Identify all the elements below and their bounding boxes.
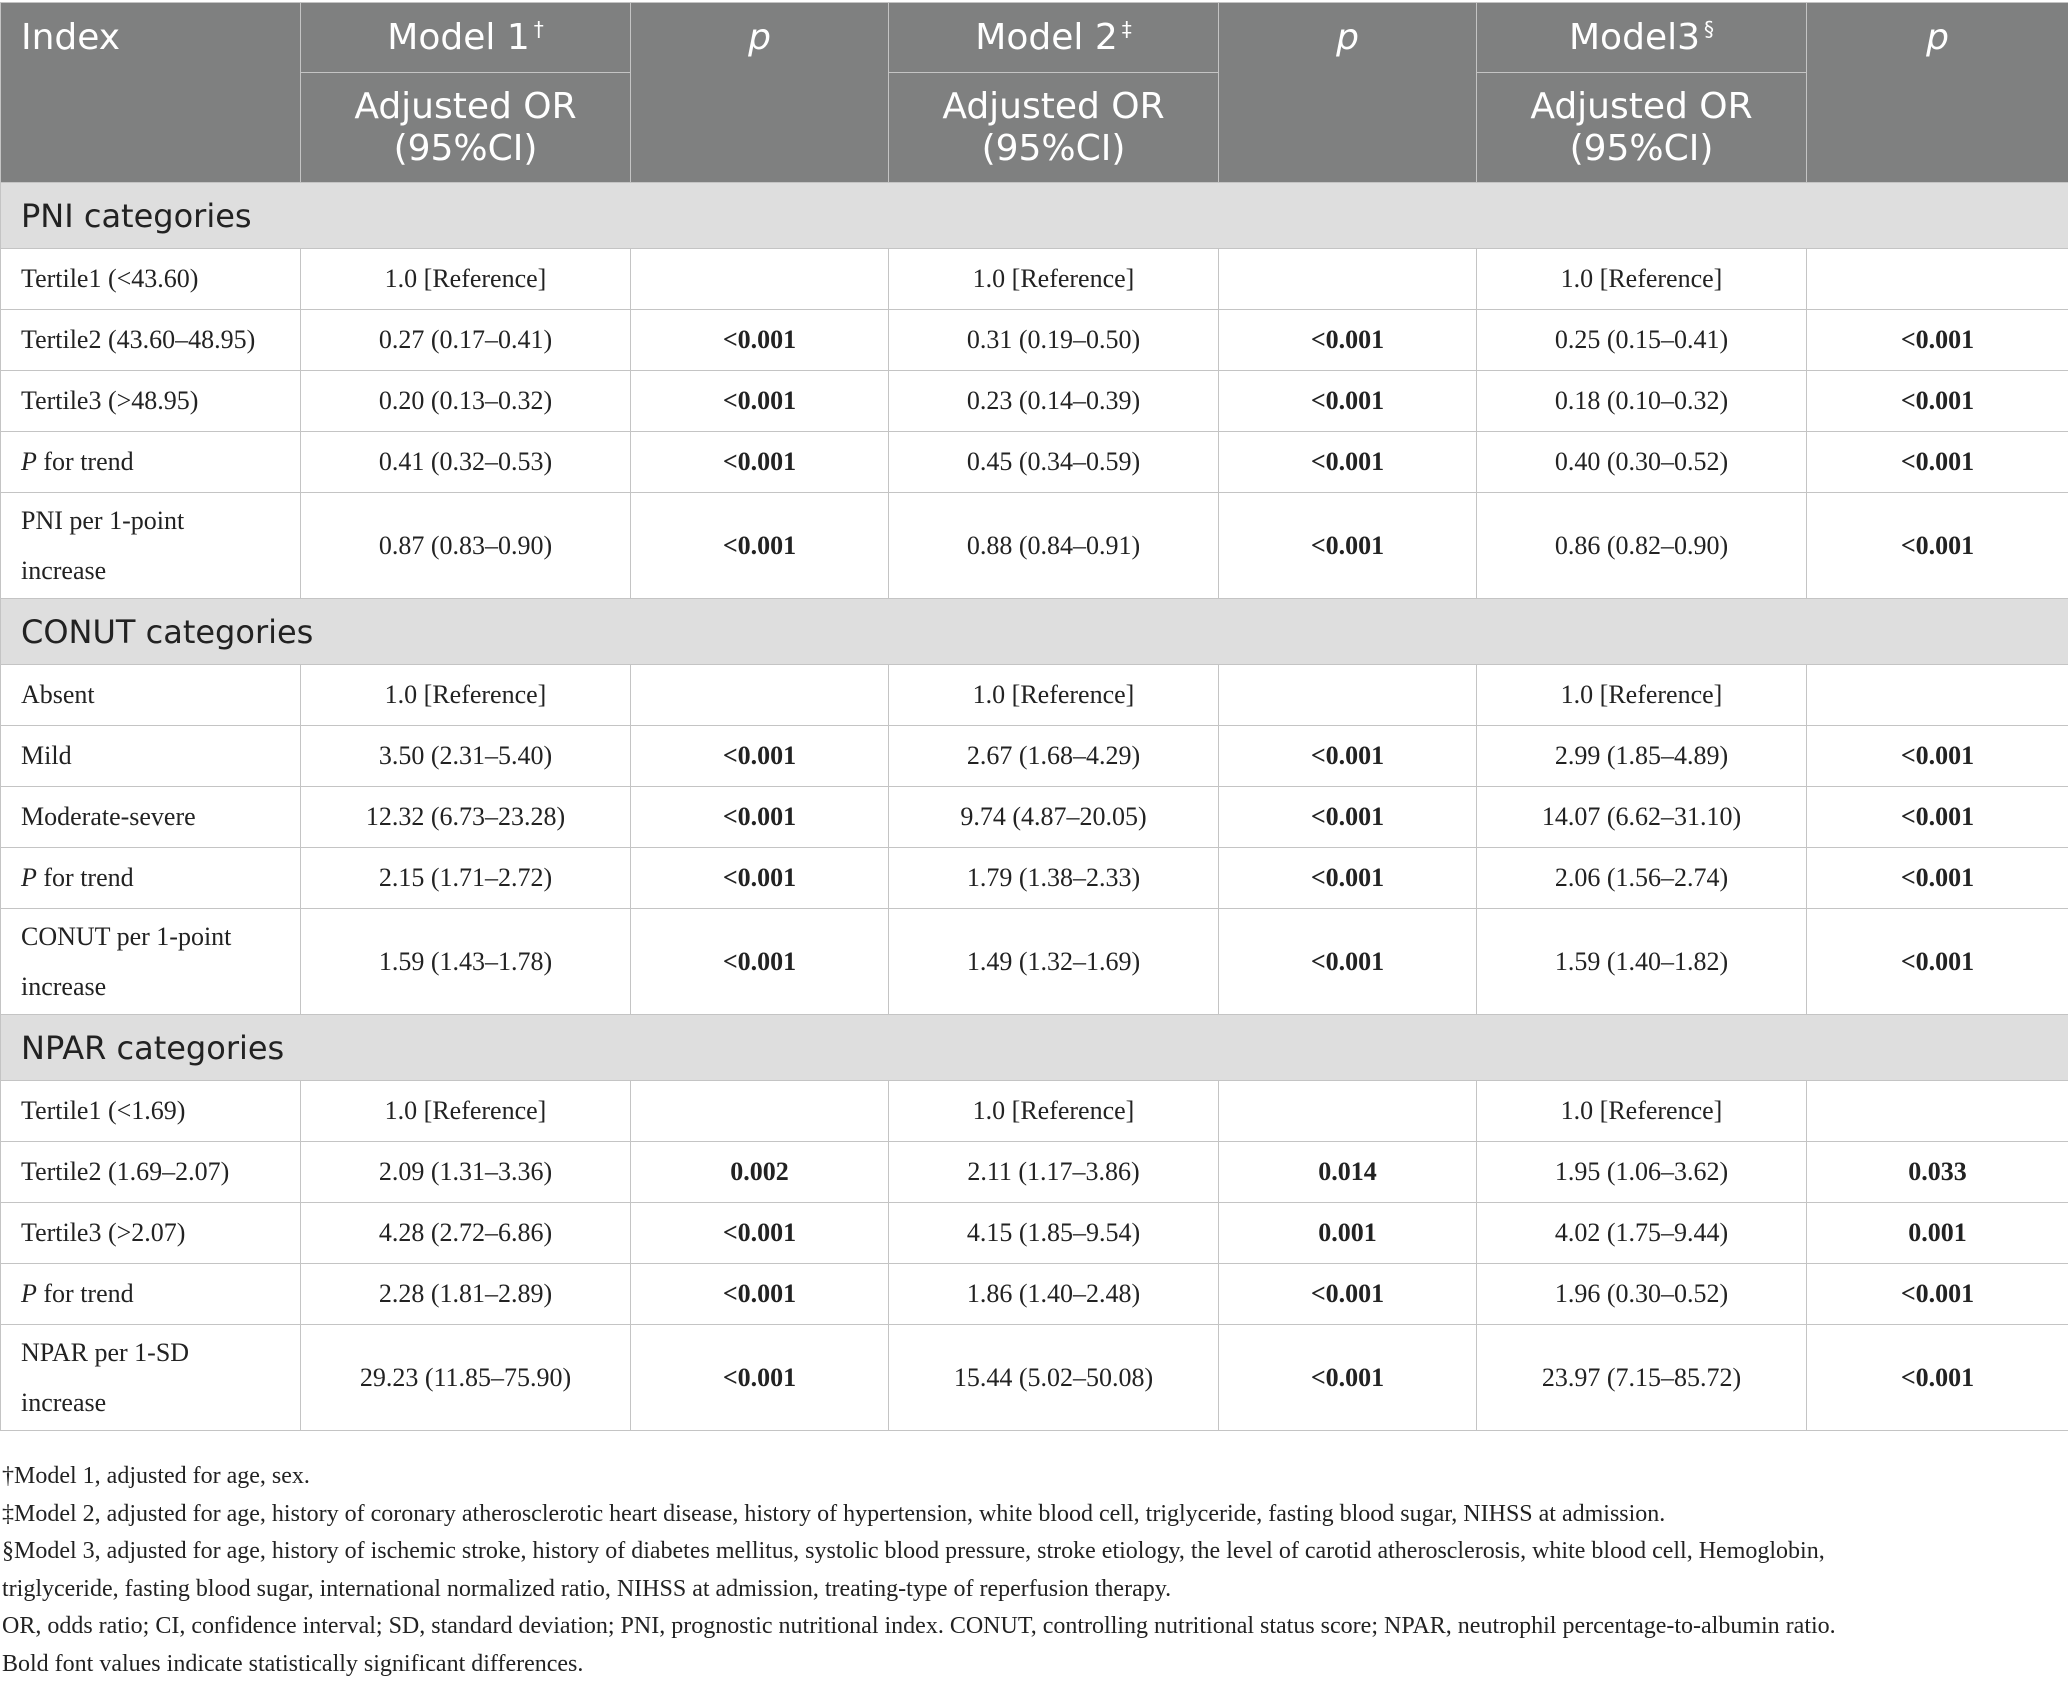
- or-model3-cell: 1.59 (1.40–1.82): [1477, 909, 1807, 1015]
- row-label: [1, 1325, 301, 1431]
- or-model3-cell: 1.96 (0.30–0.52): [1477, 1264, 1807, 1325]
- or-model1-cell: 0.27 (0.17–0.41): [301, 310, 631, 371]
- p-model2-cell: <0.001: [1219, 1325, 1477, 1431]
- or-model2-cell: 1.79 (1.38–2.33): [889, 848, 1219, 909]
- row-label-text: PNI per 1-point: [21, 505, 185, 535]
- table-row: [1, 432, 2068, 493]
- header-model1: [301, 3, 631, 73]
- p-model3-cell: <0.001: [1807, 310, 2068, 371]
- or-model2-cell: 1.86 (1.40–2.48): [889, 1264, 1219, 1325]
- header-model2-mark: ‡: [1121, 17, 1132, 41]
- footnote-line: Bold font values indicate statistically significant differences.: [2, 1650, 584, 1677]
- p-model3-cell: <0.001: [1807, 1264, 2068, 1325]
- header-model2: [889, 3, 1219, 73]
- header-model2-label: Model 2: [975, 17, 1118, 58]
- p-model1-cell: <0.001: [631, 1264, 889, 1325]
- row-label: [1, 787, 301, 848]
- table-row: [1, 1325, 2068, 1431]
- p-model3-cell: <0.001: [1807, 909, 2068, 1015]
- p-model1-cell: <0.001: [631, 848, 889, 909]
- table-row: [1, 787, 2068, 848]
- or-model3-cell: 14.07 (6.62–31.10): [1477, 787, 1807, 848]
- p-model2-cell: 0.001: [1219, 1203, 1477, 1264]
- p-model1-cell: <0.001: [631, 909, 889, 1015]
- row-label-text: Tertile2 (1.69–2.07): [21, 1157, 230, 1186]
- row-label: [1, 432, 301, 493]
- or-model3-cell: 0.25 (0.15–0.41): [1477, 310, 1807, 371]
- row-label-italic: P: [21, 863, 37, 892]
- adjusted-or-label: Adjusted OR: [354, 85, 577, 127]
- p-model3-cell: <0.001: [1807, 432, 2068, 493]
- header-model3-mark: §: [1704, 17, 1714, 41]
- or-model1-cell: 1.0 [Reference]: [301, 665, 631, 726]
- header-index: Index: [1, 3, 301, 183]
- section-title: CONUT categories: [1, 599, 2068, 665]
- table-row: [1, 371, 2068, 432]
- table-body: [1, 183, 2068, 1431]
- footnote-line: triglyceride, fasting blood sugar, international normalized ratio, NIHSS at admission, treating-type of reperfusion therapy.: [2, 1575, 1172, 1602]
- row-label-text: Tertile1 (<1.69): [21, 1096, 186, 1125]
- table-row: [1, 493, 2068, 599]
- or-model2-cell: 0.88 (0.84–0.91): [889, 493, 1219, 599]
- section-row: [1, 1015, 2068, 1081]
- adjusted-or-label: Adjusted OR: [942, 85, 1165, 127]
- or-model2-cell: 1.0 [Reference]: [889, 249, 1219, 310]
- p-model2-cell: [1219, 1081, 1477, 1142]
- row-label: [1, 310, 301, 371]
- or-model2-cell: 9.74 (4.87–20.05): [889, 787, 1219, 848]
- or-model2-cell: 2.67 (1.68–4.29): [889, 726, 1219, 787]
- row-label-text: NPAR per 1-SD: [21, 1337, 190, 1367]
- row-label-italic: P: [21, 447, 37, 476]
- or-model1-cell: 1.59 (1.43–1.78): [301, 909, 631, 1015]
- section-row: [1, 599, 2068, 665]
- or-model1-cell: 4.28 (2.72–6.86): [301, 1203, 631, 1264]
- row-label-text: CONUT per 1-point: [21, 921, 232, 951]
- footnote-line: OR, odds ratio; CI, confidence interval; SD, standard deviation; PNI, prognostic nutritional index. CONUT, controlling nutritional status score; NPAR, neutrophil percentage-to-albumin ratio.: [2, 1613, 1836, 1639]
- adjusted-or-label: Adjusted OR: [1530, 85, 1753, 127]
- p-model3-cell: <0.001: [1807, 787, 2068, 848]
- row-label-text-2: increase: [21, 555, 107, 585]
- p-model3-cell: <0.001: [1807, 848, 2068, 909]
- or-model1-cell: 29.23 (11.85–75.90): [301, 1325, 631, 1431]
- p-model2-cell: <0.001: [1219, 909, 1477, 1015]
- header-model1-label: Model 1: [387, 17, 530, 58]
- ci-label: (95%CI): [393, 127, 538, 169]
- table-row: [1, 726, 2068, 787]
- p-model3-cell: [1807, 1081, 2068, 1142]
- or-model1-cell: 1.0 [Reference]: [301, 1081, 631, 1142]
- header-p3: p: [1807, 3, 2068, 183]
- p-model2-cell: <0.001: [1219, 432, 1477, 493]
- footnote-line: §Model 3, adjusted for age, history of ischemic stroke, history of diabetes mellitus, systolic blood pressure, stroke etiology, the level of carotid atherosclerosis, white blood cell, Hemoglobin,: [2, 1538, 1825, 1564]
- row-label-text: Absent: [21, 680, 95, 709]
- row-label-text: Tertile2 (43.60–48.95): [21, 325, 256, 354]
- row-label-text-2: increase: [21, 1387, 107, 1417]
- p-model2-cell: <0.001: [1219, 493, 1477, 599]
- table-row: [1, 310, 2068, 371]
- or-model2-cell: 4.15 (1.85–9.54): [889, 1203, 1219, 1264]
- row-label-text: Moderate-severe: [21, 802, 196, 831]
- table-row: [1, 665, 2068, 726]
- or-model1-cell: 1.0 [Reference]: [301, 249, 631, 310]
- header-model3: [1477, 3, 1807, 73]
- p-model1-cell: <0.001: [631, 1325, 889, 1431]
- p-model1-cell: [631, 1081, 889, 1142]
- table-row: [1, 1203, 2068, 1264]
- or-model1-cell: 2.15 (1.71–2.72): [301, 848, 631, 909]
- or-model2-cell: 0.23 (0.14–0.39): [889, 371, 1219, 432]
- ci-label: (95%CI): [1569, 127, 1714, 169]
- or-model3-cell: 1.0 [Reference]: [1477, 1081, 1807, 1142]
- table-row: [1, 1081, 2068, 1142]
- p-model2-cell: <0.001: [1219, 787, 1477, 848]
- or-model1-cell: 3.50 (2.31–5.40): [301, 726, 631, 787]
- p-model1-cell: [631, 665, 889, 726]
- footnote-line: ‡Model 2, adjusted for age, history of coronary atherosclerotic heart disease, history of hypertension, white blood cell, triglyceride, fasting blood sugar, NIHSS at admission.: [2, 1500, 1666, 1527]
- p-model3-cell: <0.001: [1807, 371, 2068, 432]
- row-label-text: for trend: [36, 1279, 134, 1308]
- p-model1-cell: <0.001: [631, 1203, 889, 1264]
- header-p1: p: [631, 3, 889, 183]
- or-model2-cell: 15.44 (5.02–50.08): [889, 1325, 1219, 1431]
- section-title: PNI categories: [1, 183, 2068, 249]
- section-row: [1, 183, 2068, 249]
- or-model2-cell: 1.49 (1.32–1.69): [889, 909, 1219, 1015]
- row-label: [1, 1142, 301, 1203]
- p-model1-cell: <0.001: [631, 432, 889, 493]
- p-model2-cell: [1219, 249, 1477, 310]
- p-model2-cell: <0.001: [1219, 371, 1477, 432]
- p-model2-cell: <0.001: [1219, 310, 1477, 371]
- or-model3-cell: 0.18 (0.10–0.32): [1477, 371, 1807, 432]
- row-label-text: for trend: [36, 447, 134, 476]
- p-model1-cell: <0.001: [631, 726, 889, 787]
- row-label-text: Tertile3 (>2.07): [21, 1218, 186, 1247]
- p-model3-cell: [1807, 665, 2068, 726]
- or-model2-cell: 2.11 (1.17–3.86): [889, 1142, 1219, 1203]
- or-model3-cell: 0.86 (0.82–0.90): [1477, 493, 1807, 599]
- header-model1-sub: [301, 73, 631, 183]
- or-model1-cell: 0.20 (0.13–0.32): [301, 371, 631, 432]
- row-label: [1, 909, 301, 1015]
- regression-table: [0, 2, 2068, 1431]
- row-label-text: Mild: [21, 741, 72, 770]
- row-label: [1, 371, 301, 432]
- or-model2-cell: 1.0 [Reference]: [889, 1081, 1219, 1142]
- or-model1-cell: 2.28 (1.81–2.89): [301, 1264, 631, 1325]
- ci-label: (95%CI): [981, 127, 1126, 169]
- table-row: [1, 1264, 2068, 1325]
- row-label-text: Tertile1 (<43.60): [21, 264, 199, 293]
- p-model1-cell: 0.002: [631, 1142, 889, 1203]
- row-label: [1, 493, 301, 599]
- p-model2-cell: [1219, 665, 1477, 726]
- row-label: [1, 249, 301, 310]
- or-model3-cell: 1.95 (1.06–3.62): [1477, 1142, 1807, 1203]
- or-model1-cell: 12.32 (6.73–23.28): [301, 787, 631, 848]
- row-label-italic: P: [21, 1279, 37, 1308]
- p-model2-cell: <0.001: [1219, 726, 1477, 787]
- p-model3-cell: [1807, 249, 2068, 310]
- header-model1-mark: †: [533, 17, 544, 41]
- p-model3-cell: <0.001: [1807, 493, 2068, 599]
- or-model3-cell: 2.99 (1.85–4.89): [1477, 726, 1807, 787]
- row-label-text: for trend: [36, 863, 134, 892]
- p-model1-cell: [631, 249, 889, 310]
- p-model1-cell: <0.001: [631, 493, 889, 599]
- p-model2-cell: <0.001: [1219, 1264, 1477, 1325]
- table-row: [1, 848, 2068, 909]
- or-model3-cell: 1.0 [Reference]: [1477, 665, 1807, 726]
- or-model1-cell: 0.87 (0.83–0.90): [301, 493, 631, 599]
- p-model3-cell: <0.001: [1807, 726, 2068, 787]
- table-row: [1, 249, 2068, 310]
- or-model2-cell: 0.45 (0.34–0.59): [889, 432, 1219, 493]
- row-label-text: Tertile3 (>48.95): [21, 386, 199, 415]
- or-model3-cell: 23.97 (7.15–85.72): [1477, 1325, 1807, 1431]
- row-label: [1, 848, 301, 909]
- p-model2-cell: <0.001: [1219, 848, 1477, 909]
- or-model3-cell: 1.0 [Reference]: [1477, 249, 1807, 310]
- p-model1-cell: <0.001: [631, 371, 889, 432]
- or-model1-cell: 0.41 (0.32–0.53): [301, 432, 631, 493]
- row-label: [1, 726, 301, 787]
- or-model3-cell: 2.06 (1.56–2.74): [1477, 848, 1807, 909]
- footnote-line: †Model 1, adjusted for age, sex.: [2, 1463, 310, 1489]
- p-model1-cell: <0.001: [631, 787, 889, 848]
- or-model2-cell: 1.0 [Reference]: [889, 665, 1219, 726]
- section-title: NPAR categories: [1, 1015, 2068, 1081]
- row-label: [1, 665, 301, 726]
- or-model2-cell: 0.31 (0.19–0.50): [889, 310, 1219, 371]
- row-label-text-2: increase: [21, 971, 107, 1001]
- header-model3-sub: [1477, 73, 1807, 183]
- table-header: [1, 3, 2068, 183]
- table-row: [1, 1142, 2068, 1203]
- p-model3-cell: <0.001: [1807, 1325, 2068, 1431]
- row-label: [1, 1264, 301, 1325]
- or-model3-cell: 4.02 (1.75–9.44): [1477, 1203, 1807, 1264]
- row-label: [1, 1081, 301, 1142]
- header-model3-label: Model3: [1569, 17, 1700, 58]
- or-model3-cell: 0.40 (0.30–0.52): [1477, 432, 1807, 493]
- row-label: [1, 1203, 301, 1264]
- header-p2: p: [1219, 3, 1477, 183]
- p-model3-cell: 0.033: [1807, 1142, 2068, 1203]
- p-model1-cell: <0.001: [631, 310, 889, 371]
- table-footnotes: [0, 1458, 2060, 1683]
- header-model2-sub: [889, 73, 1219, 183]
- table-row: [1, 909, 2068, 1015]
- p-model2-cell: 0.014: [1219, 1142, 1477, 1203]
- p-model3-cell: 0.001: [1807, 1203, 2068, 1264]
- or-model1-cell: 2.09 (1.31–3.36): [301, 1142, 631, 1203]
